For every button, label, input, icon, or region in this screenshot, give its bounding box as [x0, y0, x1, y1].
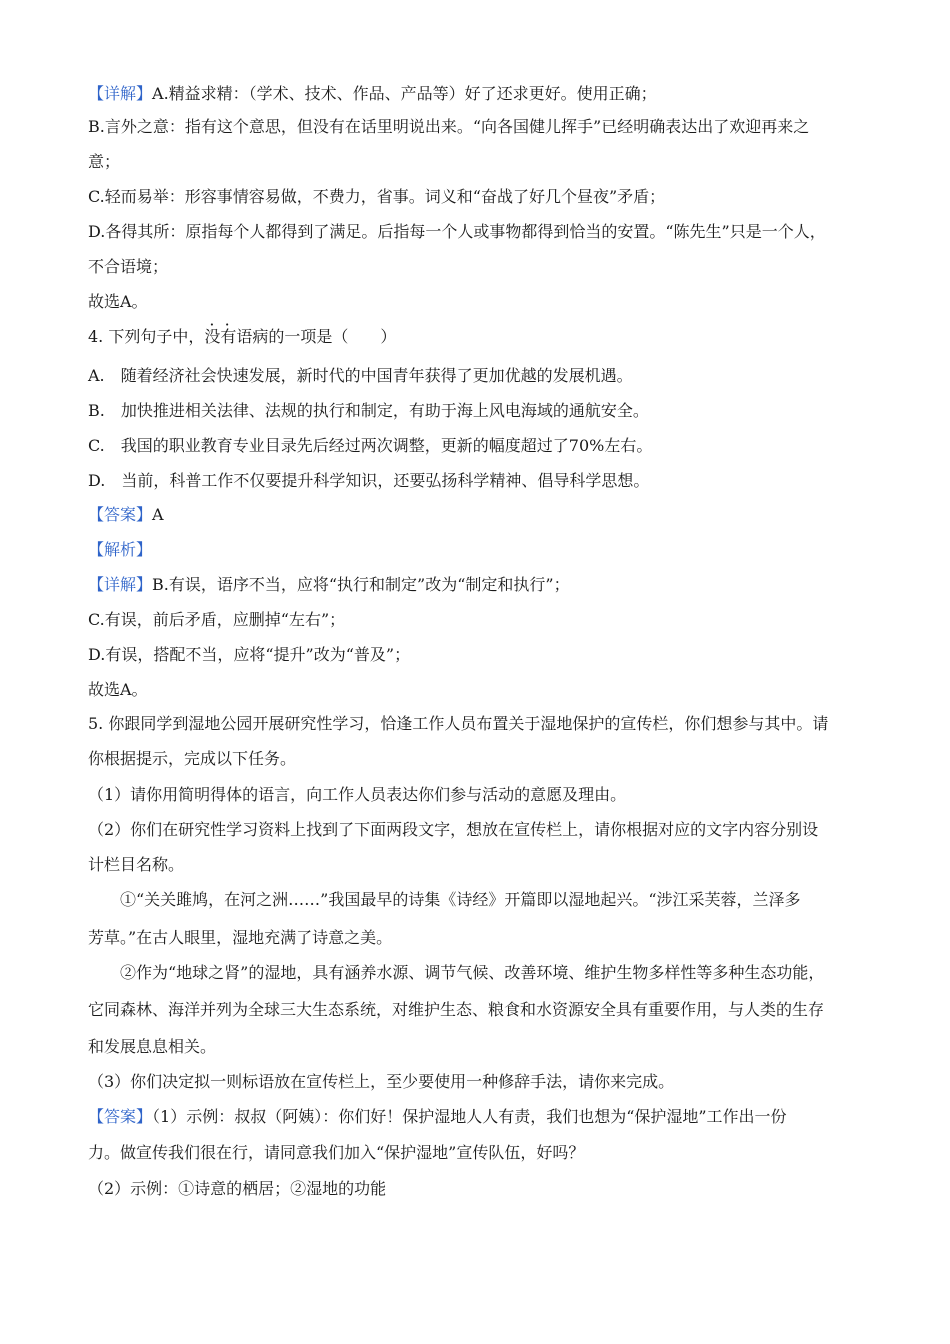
detail-line-d: D.各得其所：原指每个人都得到了满足。后指每一个人或事物都得到恰当的安置。“陈先生”只是一个人， — [88, 222, 826, 241]
analysis-tag: 【解析】 — [88, 540, 153, 559]
detail-line-d-cont: 不合语境； — [88, 257, 169, 276]
passage-1: ①“关关雎鸠，在河之洲……”我国最早的诗集《诗经》开篇即以湿地起兴。“涉江采芙蓉，兰泽多 — [120, 890, 801, 909]
detail-line-c: C.轻而易举：形容事情容易做，不费力，省事。词义和“奋战了好几个昼夜”矛盾； — [88, 187, 666, 206]
answer-5-tag: 【答案】 — [88, 1107, 153, 1126]
question-4-stem — [88, 327, 396, 347]
detail-4-line-d: D.有误，搭配不当，应将“提升”改为“普及”； — [88, 645, 411, 664]
detail-line-a — [88, 84, 657, 104]
passage-1-cont: 芳草。”在古人眼里，湿地充满了诗意之美。 — [88, 928, 393, 947]
answer-line — [88, 505, 164, 525]
answer-tag: 【答案】 — [88, 505, 153, 524]
answer-5-text-1: （1）示例：叔叔（阿姨）：你们好！保护湿地人人有责，我们也想为“保护湿地”工作出一份 — [152, 1107, 787, 1126]
option-a: A. 随着经济社会快速发展，新时代的中国青年获得了更加优越的发展机遇。 — [88, 366, 633, 385]
detail-tag: 【详解】 — [88, 84, 153, 103]
task-2-cont: 计栏目名称。 — [88, 855, 185, 874]
option-d: D. 当前，科普工作不仅要提升科学知识，还要弘扬科学精神、倡导科学思想。 — [88, 471, 650, 490]
answer-5-line-2: 力。做宣传我们很在行，请同意我们加入“保护湿地”宣传队伍，好吗？ — [88, 1143, 585, 1162]
conclusion-line: 故选A。 — [88, 292, 148, 311]
detail-text-a: A.精益求精：（学术、技术、作品、产品等）好了还求更好。使用正确； — [152, 84, 657, 103]
passage-2: ②作为“地球之肾”的湿地，具有涵养水源、调节气候、改善环境、维护生物多样性等多种生态功能， — [120, 963, 825, 982]
detail-4-line-b — [88, 575, 570, 595]
answer-5-line-1 — [88, 1107, 787, 1127]
option-c: C. 我国的职业教育专业目录先后经过两次调整，更新的幅度超过了70%左右。 — [88, 436, 653, 455]
task-3: （3）你们决定拟一则标语放在宣传栏上，至少要使用一种修辞手法，请你来完成。 — [88, 1072, 675, 1091]
question-5-stem: 5. 你跟同学到湿地公园开展研究性学习，恰逢工作人员布置关于湿地保护的宣传栏，你们想参与其中。请 — [88, 714, 829, 733]
detail-line-b-cont: 意； — [88, 152, 121, 171]
detail-tag-2: 【详解】 — [88, 575, 153, 594]
task-2: （2）你们在研究性学习资料上找到了下面两段文字，想放在宣传栏上，请你根据对应的文字内容分别设 — [88, 820, 819, 839]
passage-2-cont-1: 它同森林、海洋并列为全球三大生态系统，对维护生态、粮食和水资源安全具有重要作用，与人类的生存 — [88, 1000, 825, 1019]
analysis-line — [88, 540, 152, 560]
emphasis-word: · · 没有 — [204, 327, 236, 347]
q4-stem-pre: 4. 下列句子中， — [88, 327, 205, 346]
detail-line-b: B.言外之意：指有这个意思，但没有在话里明说出来。“向各国健儿挥手”已经明确表达出了欢迎再来之 — [88, 117, 810, 136]
detail-4-text-b: B.有误，语序不当，应将“执行和制定”改为“制定和执行”； — [152, 575, 570, 594]
answer-value: A — [152, 505, 164, 524]
answer-5-line-3: （2）示例：①诗意的栖居；②湿地的功能 — [88, 1179, 387, 1198]
q4-stem-post: 语病的一项是（ ） — [236, 327, 397, 346]
question-5-stem-cont: 你根据提示，完成以下任务。 — [88, 749, 297, 768]
detail-4-line-c: C.有误，前后矛盾，应删掉“左右”； — [88, 610, 346, 629]
option-b: B. 加快推进相关法律、法规的执行和制定，有助于海上风电海域的通航安全。 — [88, 401, 649, 420]
detail-4-conclusion: 故选A。 — [88, 680, 148, 699]
task-1: （1）请你用简明得体的语言，向工作人员表达你们参与活动的意愿及理由。 — [88, 785, 627, 804]
passage-2-cont-2: 和发展息息相关。 — [88, 1037, 217, 1056]
